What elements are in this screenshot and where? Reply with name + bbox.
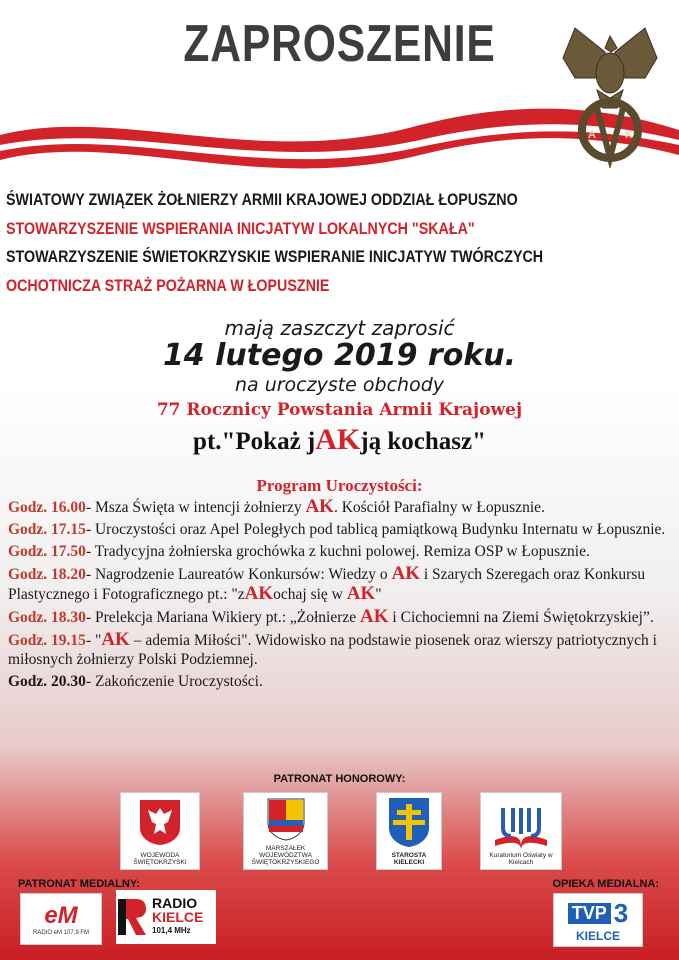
program-item: Godz. 16.00- Msza Święta w intencji żołnierzy AK. Kościół Parafialny w Łopusznie. [8, 496, 545, 517]
coat-of-arms-icon [264, 795, 308, 841]
anniversary-title: 77 Rocznicy Powstania Armii Krajowej [156, 400, 523, 420]
logo-marszalek: MARSZAŁEK WOJEWÓDZTWA ŚWIĘTOKRZYSKIEGO [243, 792, 328, 870]
eagle-icon [138, 798, 182, 846]
program-item: Godz. 17.50- Tradycyjna żołnierska grochówka z kuchni polowej. Remiza OSP w Łopusznie. [8, 543, 590, 560]
logo-starosta: STAROSTA KIELECKI [376, 792, 442, 870]
media-patronage-title: PATRONAT MEDIALNY: [18, 878, 141, 890]
logo-kuratorium: Kuratorium Oświaty w Kielcach [480, 792, 562, 870]
program-item: Godz. 18.30- Prelekcja Mariana Wikiery pt.: „Żołnierze AK i Cichociemni na Ziemi Świętokrzyskiej”. [8, 606, 654, 627]
org-line: STOWARZYSZENIE WSPIERANIA INICJATYW LOKALNYCH "SKAŁA" [6, 218, 475, 238]
invite-line: na uroczyste obchody [234, 374, 445, 396]
invite-line: mają zaszczyt zaprosić [224, 316, 455, 340]
cross-shield-icon [387, 796, 431, 848]
honorary-patronage-title: PATRONAT HONOROWY: [273, 773, 406, 785]
media-care-title: OPIEKA MEDIALNA: [552, 878, 659, 890]
logo-radio-em: eM RADIO eM 107,9 FM [20, 893, 102, 945]
program-item: Godz. 20.30- Zakończenie Uroczystości. [8, 673, 263, 690]
program-list [8, 497, 674, 694]
org-line: ŚWIATOWY ZWIĄZEK ŻOŁNIERZY ARMII KRAJOWEJ ODDZIAŁ ŁOPUSZNO [6, 190, 518, 209]
logo-radio-kielce: RADIO KIELCE 101,4 MHz [116, 890, 216, 944]
ak-eagle-emblem [555, 18, 665, 168]
organizers-list [6, 186, 678, 300]
logo-tvp3: TVP 3 KIELCE [553, 893, 643, 947]
program-item: Godz. 17.15- Uroczystości oraz Apel Poległych pod tablicą pamiątkową Budynku Internatu w Łopusznie. [8, 521, 666, 538]
page-title: ZAPROSZENIE [183, 15, 496, 73]
org-line: OCHOTNICZA STRAŻ POŻARNA W ŁOPUSZNIE [6, 275, 330, 295]
svg-text:K: K [625, 129, 633, 141]
rk-logo-icon [116, 897, 150, 937]
event-date: 14 lutego 2019 roku. [162, 338, 517, 373]
program-title: Program Uroczystości: [256, 476, 423, 495]
book-icon [491, 804, 551, 850]
event-motto: pt."Pokaż jAKją kochasz" [193, 423, 486, 456]
program-item: Godz. 18.20- Nagrodzenie Laureatów Konkursów: Wiedzy o AK i Szarych Szeregach oraz Konkursu Plastycznego i Fotograficznego pt.: "zAKochaj się w AK" [8, 563, 646, 604]
logo-wojewoda: WOJEWODA ŚWIĘTOKRZYSKI [120, 792, 200, 870]
org-line: STOWARZYSZENIE ŚWIETOKRZYSKIE WSPIERANIE INICJATYW TWÓRCZYCH [6, 247, 544, 266]
program-item: Godz. 19.15- "AK – ademia Miłości". Widowisko na podstawie piosenek oraz wierszy patriotycznych i miłosnych żołnierzy Polski Podziemnej. [8, 629, 657, 668]
svg-text:A: A [588, 129, 596, 141]
